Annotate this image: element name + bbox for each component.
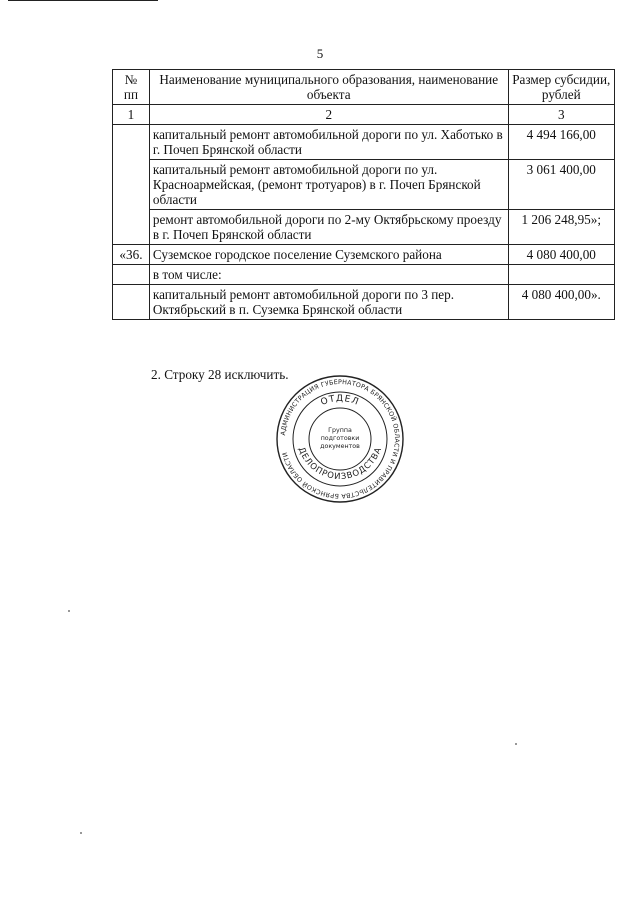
row-num: «36.	[113, 245, 150, 265]
row-amount	[508, 265, 614, 285]
page-number: 5	[316, 46, 324, 61]
table-row	[113, 160, 615, 210]
row-num	[113, 265, 150, 285]
col-number-2: 2	[149, 105, 508, 125]
row-amount: 4 494 166,00	[508, 125, 614, 160]
scan-speck	[68, 610, 70, 612]
stamp-center-line2: подготовки	[320, 435, 360, 442]
stamp-arc-top: ОТДЕЛ	[319, 393, 361, 408]
header-amount: Размер субсидии, рублей	[508, 70, 614, 105]
row-amount: 3 061 400,00	[508, 160, 614, 210]
row-num-cell	[113, 125, 150, 245]
top-rule	[8, 0, 158, 1]
row-num	[113, 285, 150, 320]
row-name: в том числе:	[149, 265, 508, 285]
row-name: ремонт автомобильной дороги по 2-му Октябрьскому проезду в г. Почеп Брянской области	[149, 210, 508, 245]
table-row	[113, 265, 615, 285]
col-number-3: 3	[508, 105, 614, 125]
scan-speck	[515, 743, 517, 745]
row-name: Суземское городское поселение Суземского района	[149, 245, 508, 265]
table-row	[113, 125, 615, 160]
note-exclude-line: 2. Строку 28 исключить.	[151, 367, 289, 382]
row-name: капитальный ремонт автомобильной дороги по 3 пер. Октябрьский в п. Суземка Брянской области	[149, 285, 508, 320]
header-name: Наименование муниципального образования, наименование объекта	[149, 70, 508, 105]
stamp-outer-text: АДМИНИСТРАЦИЯ ГУБЕРНАТОРА БРЯНСКОЙ ОБЛАСТИ И ПРАВИТЕЛЬСТВА БРЯНСКОЙ ОБЛАСТИ	[280, 378, 401, 500]
office-stamp	[275, 374, 405, 504]
row-amount: 4 080 400,00	[508, 245, 614, 265]
stamp-center-line1: Группа	[328, 427, 352, 434]
table-row	[113, 285, 615, 320]
row-amount: 1 206 248,95»;	[508, 210, 614, 245]
table-row	[113, 245, 615, 265]
col-number-1: 1	[113, 105, 150, 125]
stamp-arc-bottom: ДЕЛОПРОИЗВОДСТВА	[295, 445, 385, 483]
subsidy-table	[112, 69, 615, 320]
row-amount: 4 080 400,00».	[508, 285, 614, 320]
table-row	[113, 210, 615, 245]
column-numbers-row	[113, 105, 615, 125]
stamp-center-line3: документов	[320, 443, 360, 450]
table-header-row	[113, 70, 615, 105]
row-name: капитальный ремонт автомобильной дороги по ул. Красноармейская, (ремонт тротуаров) в г. Почеп Брянской области	[149, 160, 508, 210]
scan-speck	[80, 832, 82, 834]
header-num: № пп	[113, 70, 150, 105]
row-name: капитальный ремонт автомобильной дороги по ул. Хаботько в г. Почеп Брянской области	[149, 125, 508, 160]
